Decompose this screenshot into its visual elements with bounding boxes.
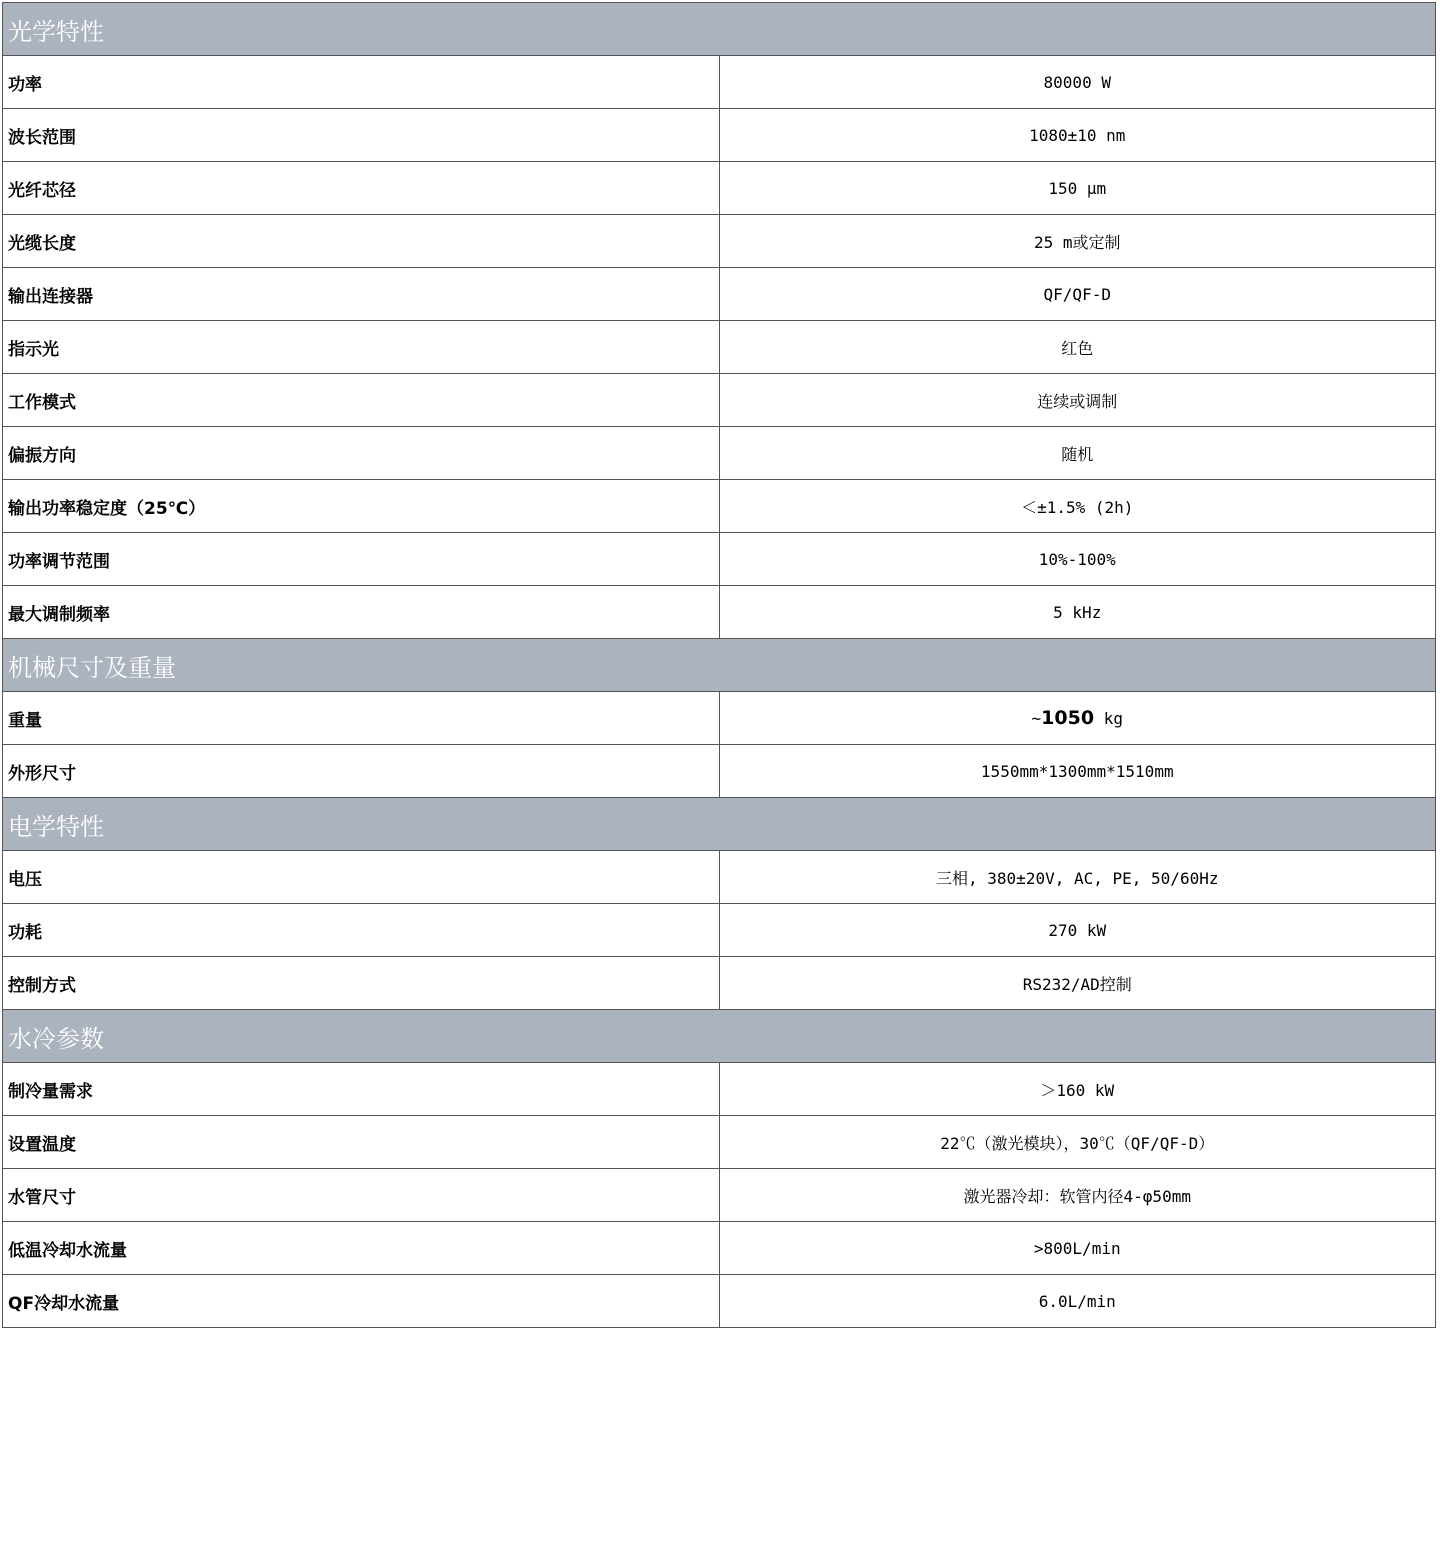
table-row <box>3 904 1436 957</box>
section-header-electrical <box>3 798 1436 851</box>
row-label: 外形尺寸 <box>3 745 720 798</box>
section-header-optical <box>3 3 1436 56</box>
table-row <box>3 851 1436 904</box>
row-label: 功耗 <box>3 904 720 957</box>
row-label: 功率调节范围 <box>3 533 720 586</box>
spec-table <box>2 2 1436 1328</box>
row-value: 5 kHz <box>719 586 1436 639</box>
table-row <box>3 586 1436 639</box>
table-row <box>3 1169 1436 1222</box>
row-label: 设置温度 <box>3 1116 720 1169</box>
table-row <box>3 533 1436 586</box>
table-row <box>3 374 1436 427</box>
row-value: 150 μm <box>719 162 1436 215</box>
row-value: 270 kW <box>719 904 1436 957</box>
section-title: 水冷参数 <box>3 1010 1436 1063</box>
section-header-mechanical <box>3 639 1436 692</box>
table-row <box>3 215 1436 268</box>
row-label: 偏振方向 <box>3 427 720 480</box>
row-value: 22℃（激光模块），30℃（QF/QF-D） <box>719 1116 1436 1169</box>
row-label: 最大调制频率 <box>3 586 720 639</box>
table-row <box>3 1222 1436 1275</box>
row-label: 输出功率稳定度（25℃） <box>3 480 720 533</box>
table-row <box>3 162 1436 215</box>
row-value: RS232/AD控制 <box>719 957 1436 1010</box>
table-row <box>3 957 1436 1010</box>
table-row <box>3 427 1436 480</box>
table-row <box>3 480 1436 533</box>
row-label: 控制方式 <box>3 957 720 1010</box>
row-label: 制冷量需求 <box>3 1063 720 1116</box>
row-label: 工作模式 <box>3 374 720 427</box>
row-label: QF冷却水流量 <box>3 1275 720 1328</box>
row-value: QF/QF-D <box>719 268 1436 321</box>
row-label: 光缆长度 <box>3 215 720 268</box>
section-title: 电学特性 <box>3 798 1436 851</box>
row-label: 波长范围 <box>3 109 720 162</box>
table-row <box>3 1063 1436 1116</box>
row-label: 重量 <box>3 692 720 745</box>
table-row <box>3 109 1436 162</box>
row-value: 三相, 380±20V, AC, PE, 50/60Hz <box>719 851 1436 904</box>
table-row <box>3 1116 1436 1169</box>
section-title: 光学特性 <box>3 3 1436 56</box>
row-label: 光纤芯径 <box>3 162 720 215</box>
weight-unit: kg <box>1094 709 1123 728</box>
weight-prefix: ~ <box>1031 709 1042 728</box>
table-row <box>3 56 1436 109</box>
table-row <box>3 268 1436 321</box>
row-value: 80000 W <box>719 56 1436 109</box>
row-label: 输出连接器 <box>3 268 720 321</box>
weight-number: 1050 <box>1041 707 1095 729</box>
table-row <box>3 692 1436 745</box>
row-value: ＞160 kW <box>719 1063 1436 1116</box>
row-label: 功率 <box>3 56 720 109</box>
row-value: ＜±1.5% (2h) <box>719 480 1436 533</box>
row-value: 25 m或定制 <box>719 215 1436 268</box>
row-value: 1550mm*1300mm*1510mm <box>719 745 1436 798</box>
section-header-cooling <box>3 1010 1436 1063</box>
row-value: 红色 <box>719 321 1436 374</box>
section-title: 机械尺寸及重量 <box>3 639 1436 692</box>
row-label: 电压 <box>3 851 720 904</box>
table-row <box>3 321 1436 374</box>
row-value: 6.0L/min <box>719 1275 1436 1328</box>
table-row <box>3 745 1436 798</box>
row-value: 激光器冷却：软管内径4-φ50mm <box>719 1169 1436 1222</box>
row-value: 随机 <box>719 427 1436 480</box>
table-row <box>3 1275 1436 1328</box>
row-value: 1080±10 nm <box>719 109 1436 162</box>
row-value: 10%-100% <box>719 533 1436 586</box>
row-label: 低温冷却水流量 <box>3 1222 720 1275</box>
row-value: >800L/min <box>719 1222 1436 1275</box>
row-label: 指示光 <box>3 321 720 374</box>
row-value <box>719 692 1436 745</box>
row-label: 水管尺寸 <box>3 1169 720 1222</box>
row-value: 连续或调制 <box>719 374 1436 427</box>
